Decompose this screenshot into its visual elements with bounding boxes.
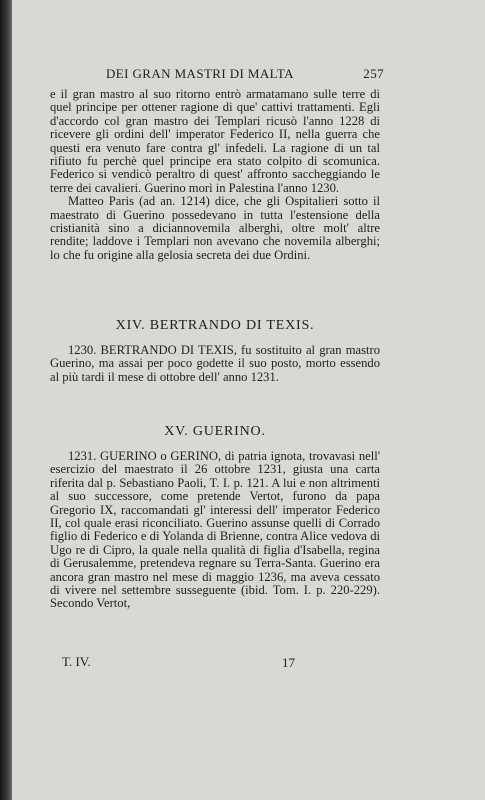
signature-mark: 17 <box>282 655 295 670</box>
volume-mark: T. IV. <box>62 654 91 669</box>
running-title: DEI GRAN MASTRI DI MALTA <box>106 66 294 81</box>
page-edge-shadow <box>0 0 12 800</box>
paragraph: 1231. GUERINO o GERINO, di patria ignota, trovavasi nell' esercizio del maestrato il 26 ottobre 1231, giusta una carta riferita dal p. Sebastiano Paoli, T. I. p. 121. A lui e non altrimenti al suo successore, come pretende Vertot, furono da papa Gregorio IX, raccomandati gl' interessi dell' imperator Federico II, col quale erasi riconciliato. Guerino assunse quelli di Corrado figlio di Federico e di Yolanda di Brienne, contra Alice vedova di Ugo re di Cipro, la quale nella qualità di figlia d'Isabella, regina di Gerusalemme, pretendeva regnare su Terra-Santa. Guerino era ancora gran mastro nel mese di maggio 1236, ma aveva cessato di vivere nel settembre susseguente (ibid. Tom. I. p. 220-229). Secondo Vertot, <box>50 449 380 611</box>
text-block-1 <box>50 88 380 262</box>
section-heading: XIV. BERTRANDO DI TEXIS. <box>115 318 315 333</box>
page-number: 257 <box>363 66 384 81</box>
text-block-2 <box>50 344 380 384</box>
section-heading: XV. GUERINO. <box>164 424 266 439</box>
paragraph: 1230. BERTRANDO DI TEXIS, fu sostituito al gran mastro Guerino, ma assai per poco godette il suo posto, morto essendo al più tardi il mese di ottobre dell' anno 1231. <box>50 343 380 384</box>
text-block-3 <box>50 450 380 611</box>
paragraph: e il gran mastro al suo ritorno entrò armatamano sulle terre di quel principe per ottener ragione di que' cattivi trattamenti. Egli d'accordo col gran mastro dei Templari ricusò l'anno 1228 di ricevere gli ordini dell' imperator Federico II, nella guerra che questi era venuto fare contra gl' infedeli. La ragione di un tal rifiuto fu perchè quel principe era stato colpito di scomunica. Federico si vendicò peraltro di quest' affronto saccheggiando le terre dei cavalieri. Guerino morì in Palestina l'anno 1230. <box>50 87 380 195</box>
paragraph: Matteo Paris (ad an. 1214) dice, che gli Ospitalieri sotto il maestrato di Guerino possedevano in tutta l'estensione della cristianità sino a diciannovemila alberghi, oltre molt' altre rendite; laddove i Templari non avevano che novemila alberghi; lo che fu origine alla gelosia secreta dei due Ordini. <box>50 194 380 262</box>
